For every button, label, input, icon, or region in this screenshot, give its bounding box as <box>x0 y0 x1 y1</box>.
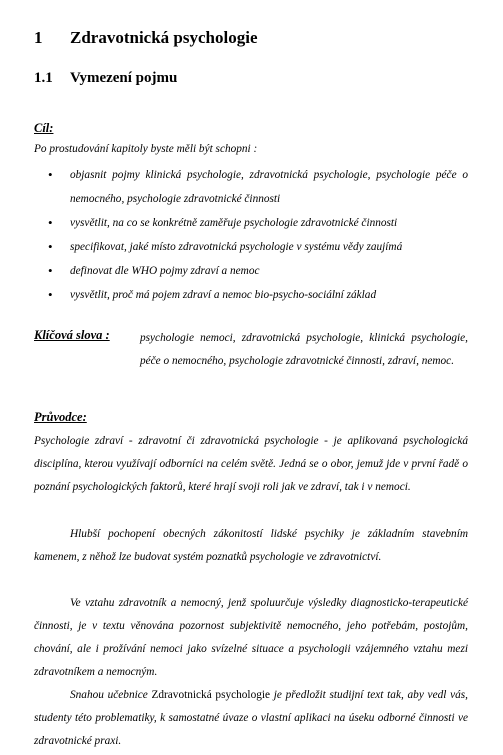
goal-item: • vysvětlit, na co se konkrétně zaměřuje psychologie zdravotnické činnosti <box>44 211 468 235</box>
guide-last-after: je předložit studijní text tak, aby vedl vás, studenty této problematiky, k samostatné úvaze o vlastní aplikaci na úseku odborné činnosti ve zdravotnické praxi. <box>34 689 468 747</box>
book-title: Zdravotnická psychologie <box>151 689 271 701</box>
guide-paragraph: Hlubší pochopení obecných zákonitostí lidské psychiky je základním stavebním kamenem, z něhož lze budovat systém poznatků psychologie ve zdravotnictví. <box>34 528 468 563</box>
section-number: 1.1 <box>34 70 53 86</box>
goal-item: • specifikovat, jaké místo zdravotnická psychologie v systému vědy zaujímá <box>44 235 468 259</box>
section-heading <box>34 70 177 87</box>
guide-paragraph-last <box>34 684 468 753</box>
guide-paragraph: Ve vztahu zdravotník a nemocný, jenž spoluurčuje výsledky diagnosticko-terapeutické činnosti, je v textu věnována pozornost subjektivitě nemocného, jeho potřebám, postojům, chování, ale i prožívání nemoci jako svízelné situace a psychologii vzájemného vztahu mezi zdravotníkem a nemocným. <box>34 597 468 678</box>
chapter-heading <box>34 28 258 48</box>
section-title: Vymezení pojmu <box>70 70 178 86</box>
chapter-title: Zdravotnická psychologie <box>70 28 258 47</box>
guide-paragraph: Psychologie zdraví - zdravotní či zdravotnická psychologie - je aplikovaná psychologická disciplína, kterou využívají odborníci na celém světě. Jedná se o obor, jemuž jde v první řadě o poznání psychologických faktorů, které hrají svoji roli jak ve zdraví, tak i v nemoci. <box>34 435 468 493</box>
keywords-label: Klíčová slova : <box>34 328 110 342</box>
chapter-number: 1 <box>34 28 43 47</box>
guide-label: Průvodce: <box>34 410 87 424</box>
goals-list <box>44 163 468 307</box>
keywords-text: psychologie nemoci, zdravotnická psychologie, klinická psychologie, péče o nemocného, psychologie zdravotnické činnosti, zdraví, nemoc. <box>140 332 468 367</box>
goals-intro: Po prostudování kapitoly byste měli být schopni : <box>34 143 258 155</box>
goal-item: • definovat dle WHO pojmy zdraví a nemoc <box>44 259 468 283</box>
goal-item: • vysvětlit, proč má pojem zdraví a nemoc bio-psycho-sociální základ <box>44 283 468 307</box>
goals-label: Cíl: <box>34 121 54 135</box>
goal-item: • objasnit pojmy klinická psychologie, zdravotnická psychologie, psychologie péče o nemocného, psychologie zdravotnické činnosti <box>44 163 468 211</box>
guide-last-before: Snahou učebnice <box>70 689 152 701</box>
